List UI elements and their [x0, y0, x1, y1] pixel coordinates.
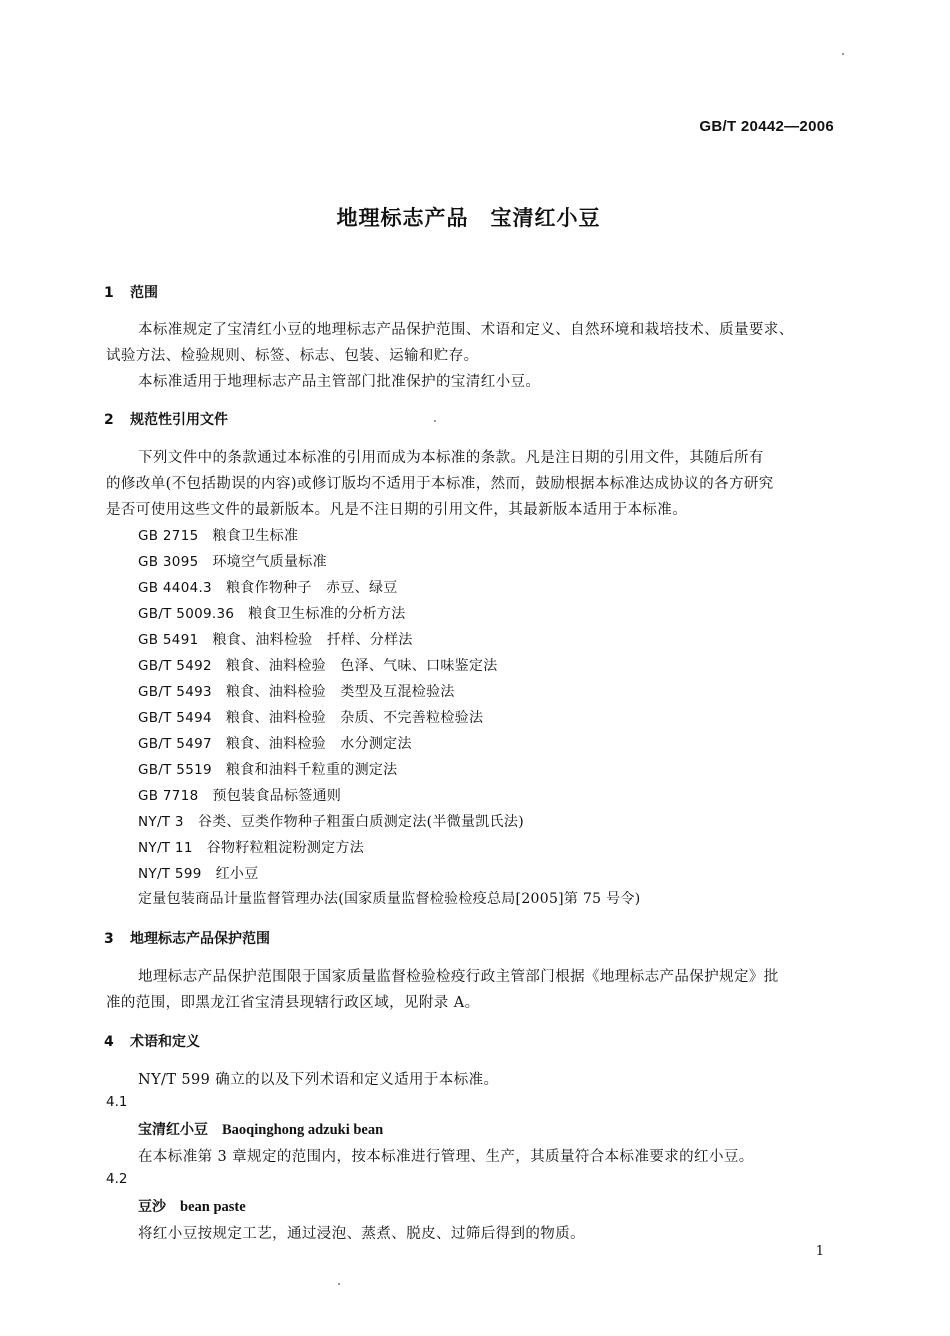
reference-code: GB/T 5493: [138, 684, 212, 700]
term-en: bean paste: [180, 1199, 246, 1215]
term-cn: 宝清红小豆: [138, 1122, 208, 1138]
reference-regulation: 定量包装商品计量监督管理办法(国家质量监督检验检疫总局[2005]第 75 号令): [138, 891, 641, 907]
reference-title: 谷物籽粒粗淀粉测定方法: [206, 840, 365, 856]
scan-speck: [434, 420, 436, 422]
section-number: 3: [104, 931, 114, 947]
section-3-heading: [104, 928, 270, 948]
scan-speck: [842, 53, 844, 55]
standard-number: GB/T 20442—2006: [699, 118, 834, 135]
section-1-scope-paragraph: 本标准适用于地理标志产品主管部门批准保护的宝清红小豆。: [138, 374, 541, 390]
reference-title: 粮食、油料检验 杂质、不完善粒检验法: [225, 710, 484, 726]
reference-item: [138, 629, 413, 649]
term-heading: [138, 1196, 246, 1216]
section-number: 1: [104, 285, 114, 301]
section-1-paragraph-line: 本标准规定了宝清红小豆的地理标志产品保护范围、术语和定义、自然环境和栽培技术、质量要求、: [138, 322, 794, 338]
section-4-heading: [104, 1031, 200, 1051]
term-number: 4.2: [106, 1171, 128, 1187]
section-number: 4: [104, 1034, 114, 1050]
reference-code: GB 3095: [138, 554, 199, 570]
reference-item: [138, 603, 406, 623]
section-3-paragraph-line: 准的范围，即黑龙江省宝清县现辖行政区域，见附录 A。: [106, 995, 480, 1011]
reference-item: [138, 577, 398, 597]
section-title: 术语和定义: [130, 1034, 200, 1050]
reference-code: GB 7718: [138, 788, 199, 804]
section-title: 范围: [130, 285, 158, 301]
section-4-intro: NY/T 599 确立的以及下列术语和定义适用于本标准。: [138, 1072, 499, 1088]
reference-code: GB/T 5492: [138, 658, 212, 674]
reference-item: [138, 525, 298, 545]
reference-code: NY/T 3: [138, 814, 184, 830]
reference-code: NY/T 11: [138, 840, 193, 856]
section-title: 地理标志产品保护范围: [130, 931, 270, 947]
section-title: 规范性引用文件: [130, 412, 228, 428]
reference-item: [138, 863, 259, 883]
reference-title: 粮食卫生标准: [212, 528, 299, 544]
reference-title: 粮食、油料检验 类型及互混检验法: [225, 684, 455, 700]
reference-code: GB 4404.3: [138, 580, 212, 596]
term-definition: 在本标准第 3 章规定的范围内，按本标准进行管理、生产，其质量符合本标准要求的红小豆。: [138, 1149, 754, 1165]
reference-code: GB/T 5494: [138, 710, 212, 726]
section-2-paragraph-line: 的修改单(不包括勘误的内容)或修订版均不适用于本标准，然而，鼓励根据本标准达成协议的各方研究: [106, 476, 774, 492]
reference-code: GB 2715: [138, 528, 199, 544]
document-title: 地理标志产品 宝清红小豆: [336, 206, 601, 230]
reference-code: GB 5491: [138, 632, 199, 648]
reference-item: [138, 811, 524, 831]
reference-code: GB/T 5497: [138, 736, 212, 752]
scan-speck: [338, 1283, 340, 1285]
reference-code: GB/T 5519: [138, 762, 212, 778]
section-2-paragraph-line: 是否可使用这些文件的最新版本。凡是不注日期的引用文件，其最新版本适用于本标准。: [106, 502, 688, 518]
term-cn: 豆沙: [138, 1199, 166, 1215]
reference-item: [138, 733, 412, 753]
reference-item: [138, 759, 397, 779]
reference-title: 粮食、油料检验 扦样、分样法: [212, 632, 413, 648]
section-number: 2: [104, 412, 114, 428]
reference-title: 粮食卫生标准的分析方法: [248, 606, 406, 622]
reference-title: 环境空气质量标准: [212, 554, 327, 570]
reference-title: 粮食、油料检验 水分测定法: [225, 736, 412, 752]
section-2-heading: [104, 409, 228, 429]
reference-item: [138, 551, 327, 571]
term-definition: 将红小豆按规定工艺，通过浸泡、蒸煮、脱皮、过筛后得到的物质。: [138, 1226, 585, 1242]
reference-code: NY/T 599: [138, 866, 202, 882]
reference-title: 预包装食品标签通则: [212, 788, 342, 804]
page-number: 1: [815, 1244, 824, 1259]
reference-item: [138, 681, 455, 701]
reference-title: 粮食和油料千粒重的测定法: [225, 762, 398, 778]
reference-title: 谷类、豆类作物种子粗蛋白质测定法(半微量凯氏法): [197, 814, 524, 830]
reference-item: [138, 655, 498, 675]
reference-title: 红小豆: [215, 866, 259, 882]
section-1-paragraph-line: 试验方法、检验规则、标签、标志、包装、运输和贮存。: [106, 348, 479, 364]
reference-title: 粮食作物种子 赤豆、绿豆: [225, 580, 398, 596]
section-1-heading: [104, 282, 158, 302]
reference-item: [138, 785, 341, 805]
term-heading: [138, 1119, 383, 1139]
reference-item: [138, 707, 483, 727]
reference-code: GB/T 5009.36: [138, 606, 235, 622]
reference-title: 粮食、油料检验 色泽、气味、口味鉴定法: [225, 658, 498, 674]
section-3-paragraph-line: 地理标志产品保护范围限于国家质量监督检验检疫行政主管部门根据《地理标志产品保护规定》批: [138, 969, 779, 985]
reference-item: [138, 837, 364, 857]
term-number: 4.1: [106, 1094, 128, 1110]
section-2-paragraph-line: 下列文件中的条款通过本标准的引用而成为本标准的条款。凡是注日期的引用文件，其随后所有: [138, 450, 764, 466]
term-en: Baoqinghong adzuki bean: [222, 1122, 384, 1138]
